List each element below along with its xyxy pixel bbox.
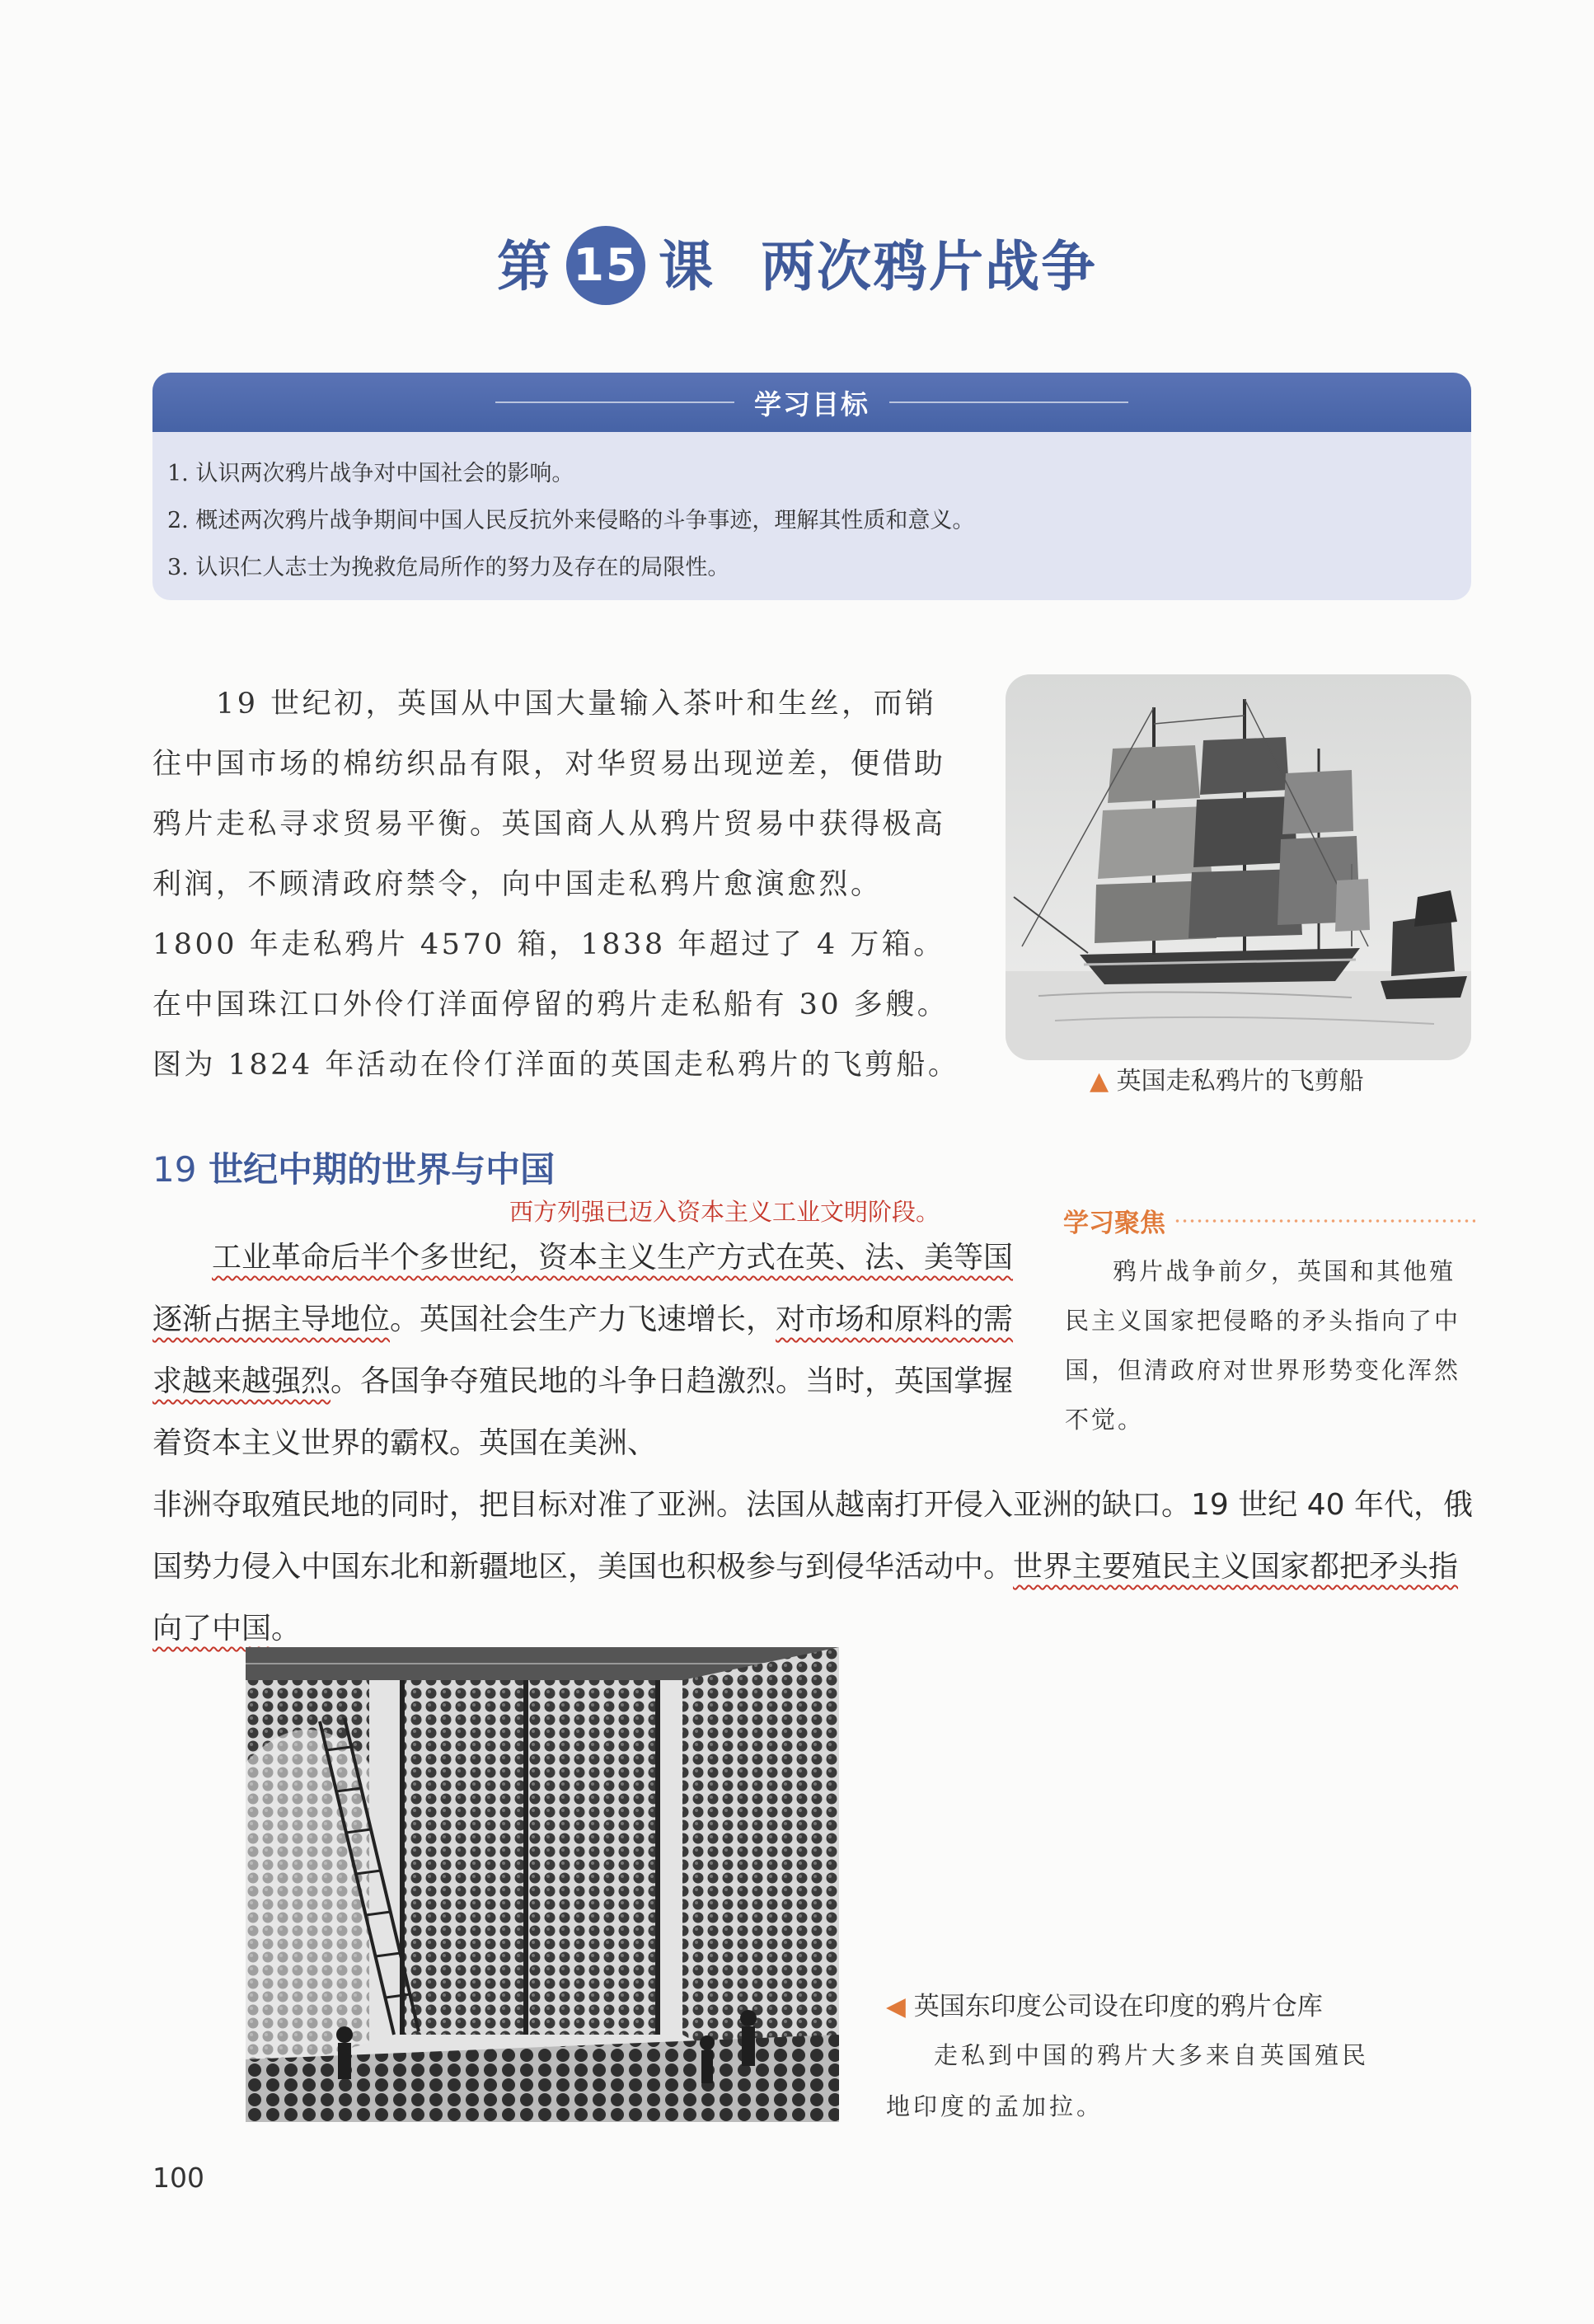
clipper-ship-caption [1090,1060,1364,1096]
learning-objectives-box [152,373,1471,600]
objective-item: 3. 认识仁人志士为挽救危局所作的努力及存在的局限性。 [167,555,730,580]
lesson-title [0,223,1594,310]
triangle-up-icon: ▲ [1090,1067,1109,1096]
underlined-text: 世界主要殖民主义国家都把矛头指向了中国 [152,1550,1459,1646]
intro-paragraph: 19 世纪初，英国从中国大量输入茶叶和生丝，而销往中国市场的棉纺织品有限，对华贸易出现逆差，便借助鸦片走私寻求贸易平衡。英国商人从鸦片贸易中获得极高利润，不顾清政府禁令，向中国走私鸦片愈演愈烈。1800 年走私鸦片 4570 箱，1838 年超过了 4 万箱。在中国珠江口外伶仃洋面停留的鸦片走私船有 30 多艘。图为 1824 年活动在伶仃洋面的英国走私鸦片的飞剪船。 [152,688,960,1082]
lesson-title-name: 两次鸦片战争 [761,235,1097,298]
handwritten-annotation: 西方列强已迈入资本主义工业文明阶段。 [509,1198,940,1226]
underlined-text: 对市场和原料的需求越来越强烈 [152,1303,1014,1398]
section-paragraph-part2 [152,1474,1475,1660]
study-focus-header [1063,1202,1475,1239]
warehouse-description: 走私到中国的鸦片大多来自英国殖民地印度的孟加拉。 [886,2041,1370,2120]
clipper-ship-caption-text: 英国走私鸦片的飞剪船 [1116,1067,1364,1096]
objective-item: 1. 认识两次鸦片战争对中国社会的影响。 [167,461,574,486]
section-heading-number: 19 [152,1149,197,1190]
paragraph-text: 非洲夺取殖民地的同时，把目标对准了亚洲。法国从越南打开侵入亚洲的缺口。19 世纪 40 年代，俄国势力侵入中国东北和新疆地区，美国也积极参与到侵华活动中。 [152,1488,1473,1584]
objectives-list [152,432,1471,591]
dotted-divider [1174,1218,1475,1223]
objective-item: 2. 概述两次鸦片战争期间中国人民反抗外来侵略的斗争事迹，理解其性质和意义。 [167,508,975,533]
lesson-title-unit: 课 [659,235,715,298]
header-rule-right [889,401,1128,403]
underlined-text: 工业革命后半个多世纪，资本主义生产方式在英、法、美等国逐渐占据主导地位 [152,1241,1014,1336]
section-heading-title: 世纪中期的世界与中国 [209,1149,556,1190]
lesson-number-badge: 15 [566,226,645,305]
section-paragraph-part1 [152,1227,1022,1474]
header-rule-left [495,401,734,403]
page-number: 100 [152,2162,204,2194]
learning-objectives-heading: 学习目标 [754,387,870,420]
lesson-title-prefix: 第 [497,235,553,298]
opium-warehouse-image [246,1647,839,2122]
study-focus-heading: 学习聚焦 [1063,1209,1165,1238]
paragraph-text: 。各国争夺殖民地的斗争日趋激烈。当时，英国掌握着资本主义世界的霸权。英国在美洲、 [152,1364,1014,1460]
triangle-left-icon: ◀ [886,1992,906,2021]
warehouse-caption [886,1985,1323,2022]
warehouse-caption-text: 英国东印度公司设在印度的鸦片仓库 [913,1992,1323,2021]
paragraph-text: 。 [271,1612,302,1646]
clipper-ship-image [1006,674,1471,1060]
paragraph-text: 。英国社会生产力飞速增长， [390,1303,776,1336]
learning-objectives-header [152,373,1471,432]
study-focus-text: 鸦片战争前夕，英国和其他殖民主义国家把侵略的矛头指向了中国，但清政府对世界形势变化浑然不觉。 [1065,1257,1461,1434]
section-heading [152,1143,555,1192]
